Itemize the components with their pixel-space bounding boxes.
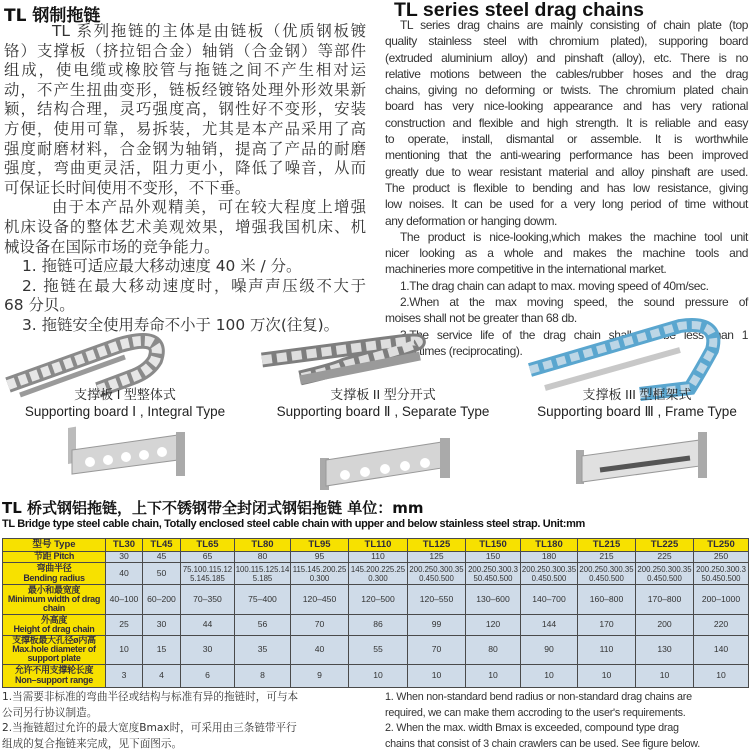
table-cell: 95: [291, 552, 349, 563]
spec-table: [2, 538, 749, 688]
table-row: [3, 585, 749, 615]
model-header-cell: TL150: [466, 539, 521, 552]
note-line-en: chains that consist of 3 chain crawlers can be used. See figure below.: [385, 737, 749, 752]
model-header-cell: TL30: [106, 539, 143, 552]
row-label-cell: [3, 552, 106, 563]
model-header-cell: TL180: [521, 539, 578, 552]
en-text-line: low noises. It can be used for a very long period of time without: [385, 196, 748, 212]
table-title-en: TL Bridge type steel cable chain, Totally enclosed steel cable chain with upper and below stainless steel strap. Unit:mm: [2, 518, 585, 530]
row-label-en: Height of drag chain: [3, 625, 105, 634]
row-label-cn: 节距 Pitch: [3, 552, 105, 561]
model-header-cell: TL225: [636, 539, 694, 552]
type-caption-en: Supporting board Ⅰ , Integral Type: [0, 403, 250, 420]
en-text-line: chains, giving no deforming or twists. The chromium plated chain: [385, 82, 748, 98]
row-label-en: Minimum width of drag chain: [3, 595, 105, 613]
table-cell: 80: [466, 636, 521, 665]
table-row: [3, 636, 749, 665]
table-cell: 160–800: [578, 585, 636, 615]
cn-text-line: 强度耐磨材料，合金钢为轴销，提高了产品的耐磨: [4, 140, 366, 160]
table-cell: 99: [408, 615, 466, 636]
table-cell: 75–400: [235, 585, 291, 615]
cn-text-line: 颖，结构合理，灵巧强度高，钢性好不变形，安装: [4, 100, 366, 120]
en-text-line: machineries more competitive in the international market.: [385, 261, 748, 277]
model-header-cell: TL80: [235, 539, 291, 552]
note-line-cn: 组成的复合拖链来完成，见下面图示。: [2, 737, 377, 752]
table-cell: 200.250.300.350.450.500: [521, 563, 578, 585]
table-row: [3, 563, 749, 585]
row-label-cell: [3, 563, 106, 585]
header-label-cell: 型号 Type: [3, 539, 106, 552]
row-label-en: Max.hole diameter of support plate: [3, 645, 105, 663]
chain-frame-type-image: [530, 325, 713, 394]
model-header-cell: TL45: [143, 539, 181, 552]
table-cell: 30: [106, 552, 143, 563]
model-header-cell: TL110: [349, 539, 408, 552]
notes-en: [385, 690, 749, 752]
type-caption-cn: 支撑板 I 型整体式: [0, 386, 250, 403]
table-cell: 215: [578, 552, 636, 563]
row-label-cell: [3, 615, 106, 636]
en-text-line: nicer looking as a whole and makes the machine tools and: [385, 245, 748, 261]
table-cell: 40: [291, 636, 349, 665]
type-caption-frame: [512, 386, 750, 420]
table-cell: 56: [235, 615, 291, 636]
chain-separate-type-image: [262, 341, 420, 380]
table-cell: 120–500: [349, 585, 408, 615]
table-cell: 45: [143, 552, 181, 563]
table-cell: 200.250.300.350.450.500: [466, 563, 521, 585]
table-cell: 86: [349, 615, 408, 636]
type-caption-cn: 支撑板 II 型分开式: [258, 386, 508, 403]
en-text-line: quality stainless steel with chromium plated), supporing board: [385, 33, 748, 49]
table-cell: 10: [521, 664, 578, 687]
en-text-line: million times (reciprocating).: [385, 343, 748, 359]
note-line-cn: 公司另行协议制造。: [2, 706, 377, 722]
table-cell: 75.100.115.125.145.185: [181, 563, 235, 585]
table-cell: 10: [466, 664, 521, 687]
en-text-line: any deformation or hanging dowm.: [385, 213, 748, 229]
table-cell: 70: [291, 615, 349, 636]
table-cell: 8: [235, 664, 291, 687]
row-label-cn: 最小和最宽度: [3, 586, 105, 595]
en-description: [385, 17, 748, 359]
support-board-integral-image: [68, 427, 185, 476]
cn-text-line: 铬）支撑板（挤拉铝合金）轴销（合金钢）等部件: [4, 42, 366, 62]
en-text-line: mentioning that the anti-wearing performance has been improved: [385, 147, 748, 163]
cn-text-line: 1. 拖链可适应最大移动速度 40 米 / 分。: [4, 257, 366, 277]
table-cell: 10: [578, 664, 636, 687]
table-cell: 100.115.125.145.185: [235, 563, 291, 585]
table-header-row: [3, 539, 749, 552]
table-cell: 125: [408, 552, 466, 563]
cn-description: [4, 22, 366, 336]
support-board-frame-image: [576, 432, 707, 484]
cn-text-line: 组成，使电缆或橡胶管与拖链之间不产生相对运: [4, 61, 366, 81]
en-section-title: TL series steel drag chains: [394, 0, 644, 22]
table-cell: 70: [408, 636, 466, 665]
table-cell: 40: [106, 563, 143, 585]
row-label-en: Bending radius: [3, 574, 105, 583]
en-text-line: board has very nice-looking appearance and has very rational: [385, 98, 748, 114]
table-cell: 4: [143, 664, 181, 687]
cn-text-line: 可保证长时间使用不变形，不下垂。: [4, 179, 366, 199]
table-cell: 3: [106, 664, 143, 687]
row-label-cell: [3, 664, 106, 687]
table-cell: 225: [636, 552, 694, 563]
table-cell: 170: [578, 615, 636, 636]
table-cell: 6: [181, 664, 235, 687]
table-cell: 50: [143, 563, 181, 585]
en-text-line: relative motions between the cables/rubber hoses and the drag: [385, 66, 748, 82]
cn-text-line: 械设备在国际市场的竞争能力。: [4, 238, 366, 258]
table-cell: 150: [466, 552, 521, 563]
table-cell: 90: [521, 636, 578, 665]
table-cell: 25: [106, 615, 143, 636]
en-text-line: moises shall not be greater than 68 db.: [385, 310, 748, 326]
en-text-line: greatly due to wear resistant material and alloy pinshaft are used.: [385, 164, 748, 180]
table-cell: 65: [181, 552, 235, 563]
table-cell: 10: [408, 664, 466, 687]
en-text-line: The product is nice-looking,which makes the machine tool unit: [385, 229, 748, 245]
table-cell: 200.250.300.350.450.500: [636, 563, 694, 585]
type-caption-separate: [258, 386, 508, 420]
cn-section-title: TL 钢制拖链: [4, 1, 100, 26]
table-cell: 10: [694, 664, 749, 687]
row-label-cn: 弯曲半径: [3, 564, 105, 573]
model-header-cell: TL95: [291, 539, 349, 552]
en-text-line: construction and flexible and high strength. It is reliable and easy: [385, 115, 748, 131]
table-cell: 145.200.225.250.300: [349, 563, 408, 585]
row-label-cn: 支撑板最大孔径ø内高: [3, 636, 105, 645]
row-label-cell: [3, 636, 106, 665]
table-cell: 44: [181, 615, 235, 636]
row-label-cell: [3, 585, 106, 615]
table-cell: 40–100: [106, 585, 143, 615]
table-cell: 110: [578, 636, 636, 665]
type-caption-integral: [0, 386, 250, 420]
table-row: [3, 664, 749, 687]
cn-text-line: 3. 拖链安全使用寿命不小于 100 万次(往复)。: [4, 316, 366, 336]
table-cell: 144: [521, 615, 578, 636]
table-cell: 130–600: [466, 585, 521, 615]
table-cell: 9: [291, 664, 349, 687]
table-cell: 170–800: [636, 585, 694, 615]
table-cell: 180: [521, 552, 578, 563]
table-cell: 140: [694, 636, 749, 665]
note-line-cn: 2.当拖链超过允许的最大宽度Bmax时，可采用由三条链带平行: [2, 721, 377, 737]
en-text-line: The product is flexible to bending and has low resistance, giving: [385, 180, 748, 196]
table-cell: 15: [143, 636, 181, 665]
table-cell: 120–450: [291, 585, 349, 615]
table-row: [3, 615, 749, 636]
cn-text-line: 方便，使用可靠，易拆装，尤其是本产品采用了高: [4, 120, 366, 140]
table-cell: 200–1000: [694, 585, 749, 615]
model-header-cell: TL65: [181, 539, 235, 552]
table-title-cn: TL 桥式钢铝拖链，上下不锈钢带全封闭式钢铝拖链 单位：mm: [2, 497, 424, 518]
table-cell: 140–700: [521, 585, 578, 615]
table-row: [3, 552, 749, 563]
table-cell: 115.145.200.250.300: [291, 563, 349, 585]
cn-text-line: 由于本产品外观精美，可在较大程度上增强: [4, 198, 366, 218]
note-line-en: required, we can make them accroding to the user's requirements.: [385, 706, 749, 722]
en-text-line: 2.When at the max moving speed, the sound pressure of: [385, 294, 748, 310]
model-header-cell: TL215: [578, 539, 636, 552]
cn-text-line: 强度，弯曲更灵活，阻力更小，降低了噪音，从而: [4, 159, 366, 179]
table-cell: 30: [143, 615, 181, 636]
table-cell: 80: [235, 552, 291, 563]
table-cell: 200: [636, 615, 694, 636]
table-cell: 55: [349, 636, 408, 665]
table-cell: 10: [349, 664, 408, 687]
en-text-line: TL series drag chains are mainly consisting of chain plate (top: [385, 17, 748, 33]
table-cell: 60–200: [143, 585, 181, 615]
table-cell: 200.250.300.350.450.500: [694, 563, 749, 585]
table-cell: 130: [636, 636, 694, 665]
model-header-cell: TL125: [408, 539, 466, 552]
note-line-en: 2. When the max. width Bmax is exceeded, compound type drag: [385, 721, 749, 737]
table-cell: 10: [106, 636, 143, 665]
table-cell: 70–350: [181, 585, 235, 615]
table-cell: 35: [235, 636, 291, 665]
note-line-en: 1. When non-standard bend radius or non-standard drag chains are: [385, 690, 749, 706]
table-cell: 110: [349, 552, 408, 563]
en-text-line: (extruded aluminium alloy) and pinshaft (alloy), etc. There is no: [385, 50, 748, 66]
model-header-cell: TL250: [694, 539, 749, 552]
en-text-line: 3.The service life of the drag chain shall not be less than 1: [385, 327, 748, 343]
type-caption-en: Supporting board Ⅲ , Frame Type: [512, 403, 750, 420]
cn-text-line: TL 系列拖链的主体是由链板（优质钢板镀: [4, 22, 366, 42]
table-cell: 30: [181, 636, 235, 665]
table-cell: 200.250.300.350.450.500: [408, 563, 466, 585]
table-cell: 120: [466, 615, 521, 636]
cn-text-line: 动，不产生扭曲变形，链板经镀铬处理外形效果新: [4, 81, 366, 101]
notes-cn: [2, 690, 377, 752]
support-board-separate-image: [320, 438, 450, 490]
type-caption-en: Supporting board Ⅱ , Separate Type: [258, 403, 508, 420]
table-cell: 120–550: [408, 585, 466, 615]
row-label-cn: 外高度: [3, 616, 105, 625]
cn-text-line: 2. 拖链在最大移动速度时，噪声声压级不大于: [4, 277, 366, 297]
row-label-cn: 允许不用支撑轮长度: [3, 666, 105, 675]
cn-text-line: 68 分贝。: [4, 296, 366, 316]
cn-text-line: 机床设备的整体艺术美观效果，增强我国机床、机: [4, 218, 366, 238]
table-cell: 10: [636, 664, 694, 687]
en-text-line: 1.The drag chain can adapt to max. moving speed of 40m/sec.: [385, 278, 748, 294]
table-cell: 250: [694, 552, 749, 563]
note-line-cn: 1.当需要非标准的弯曲半径或结构与标准有异的拖链时，可与本: [2, 690, 377, 706]
row-label-en: Non–support range: [3, 676, 105, 685]
table-cell: 200.250.300.350.450.500: [578, 563, 636, 585]
table-cell: 220: [694, 615, 749, 636]
type-caption-cn: 支撑板 III 型框架式: [512, 386, 750, 403]
en-text-line: to operate, install, dismantal or assemble. It is worthwhile: [385, 131, 748, 147]
